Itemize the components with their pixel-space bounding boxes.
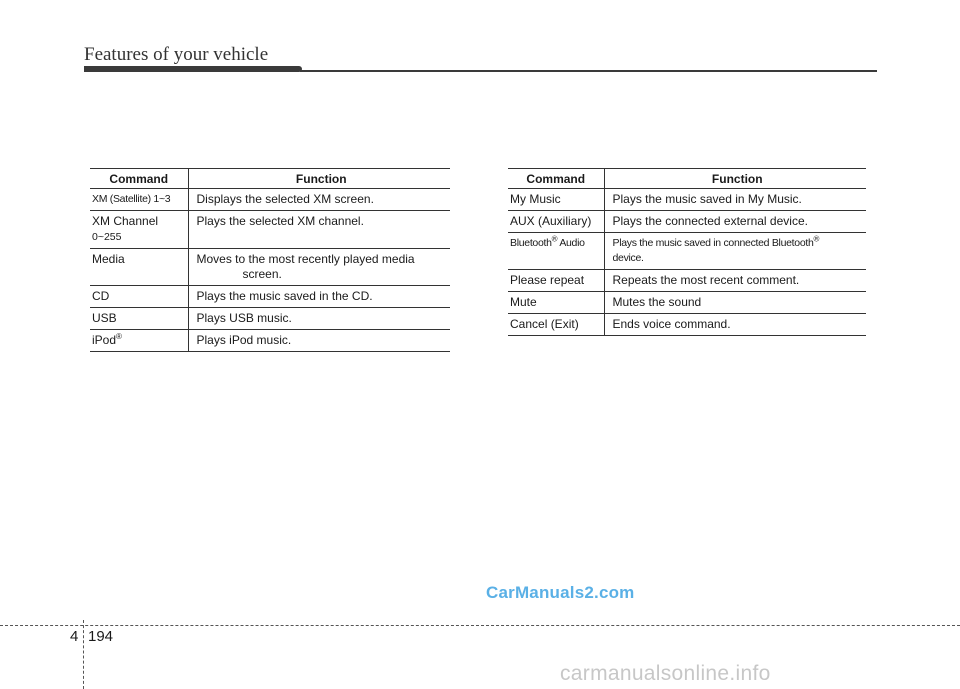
table-row xyxy=(508,292,866,314)
command-cell: Please repeat xyxy=(508,270,604,292)
registered-mark: ® xyxy=(116,332,122,341)
table-row xyxy=(508,270,866,292)
function-text: Moves to the most recently played media xyxy=(196,252,415,266)
function-cell: Plays the music saved in My Music. xyxy=(604,189,866,211)
registered-mark: ® xyxy=(813,234,820,244)
command-cell xyxy=(90,330,188,352)
command-cell xyxy=(90,211,188,249)
function-continuation: screen. xyxy=(242,267,282,281)
function-cell xyxy=(188,249,450,286)
function-cell: Plays the connected external device. xyxy=(604,211,866,233)
command-cell: AUX (Auxiliary) xyxy=(508,211,604,233)
footer-divider xyxy=(0,625,960,626)
command-text: iPod xyxy=(92,333,117,347)
function-cell: Ends voice command. xyxy=(604,314,866,336)
command-text: Bluetooth xyxy=(510,237,552,249)
table-row xyxy=(90,211,450,249)
function-continuation: device. xyxy=(612,252,644,264)
command-cell: Media xyxy=(90,249,188,286)
command-text: XM Channel xyxy=(92,214,159,228)
function-cell: Mutes the sound xyxy=(604,292,866,314)
function-cell xyxy=(604,233,866,270)
site-watermark-link[interactable]: CarManuals2.com xyxy=(486,583,635,602)
left-command-table xyxy=(90,168,450,352)
command-column-header: Command xyxy=(508,169,604,189)
section-number: 4 xyxy=(70,628,79,645)
function-cell: Displays the selected XM screen. xyxy=(188,189,450,211)
table-row xyxy=(90,330,450,352)
footer-vertical-divider xyxy=(83,620,84,689)
command-cell: CD xyxy=(90,286,188,308)
function-cell: Plays USB music. xyxy=(188,308,450,330)
function-cell: Plays the selected XM channel. xyxy=(188,211,450,249)
function-column-header: Function xyxy=(188,169,450,189)
command-column-header: Command xyxy=(90,169,188,189)
table-row xyxy=(90,308,450,330)
command-cell xyxy=(508,233,604,270)
header-bar xyxy=(84,66,302,72)
command-cell: USB xyxy=(90,308,188,330)
table-row xyxy=(508,189,866,211)
page-header-title: Features of your vehicle xyxy=(84,44,269,65)
command-cell: Mute xyxy=(508,292,604,314)
function-text: Plays the music saved in connected Bluetooth xyxy=(612,237,814,249)
footer-watermark: carmanualsonline.info xyxy=(560,662,771,685)
table-row xyxy=(508,314,866,336)
command-subtext: 0~255 xyxy=(92,231,122,243)
command-cell: XM (Satellite) 1~3 xyxy=(90,189,188,211)
command-cell: Cancel (Exit) xyxy=(508,314,604,336)
function-column-header: Function xyxy=(604,169,866,189)
table-header-row xyxy=(508,169,866,189)
table-row xyxy=(508,211,866,233)
registered-mark: ® xyxy=(551,234,558,244)
table-row xyxy=(508,233,866,270)
command-cell: My Music xyxy=(508,189,604,211)
table-row xyxy=(90,249,450,286)
function-cell: Plays the music saved in the CD. xyxy=(188,286,450,308)
command-tail: Audio xyxy=(557,237,585,249)
page-number: 194 xyxy=(88,628,114,645)
function-cell: Repeats the most recent comment. xyxy=(604,270,866,292)
right-command-table xyxy=(508,168,866,336)
header-rule xyxy=(300,70,877,72)
table-row xyxy=(90,286,450,308)
function-cell: Plays iPod music. xyxy=(188,330,450,352)
table-row xyxy=(90,189,450,211)
table-header-row xyxy=(90,169,450,189)
